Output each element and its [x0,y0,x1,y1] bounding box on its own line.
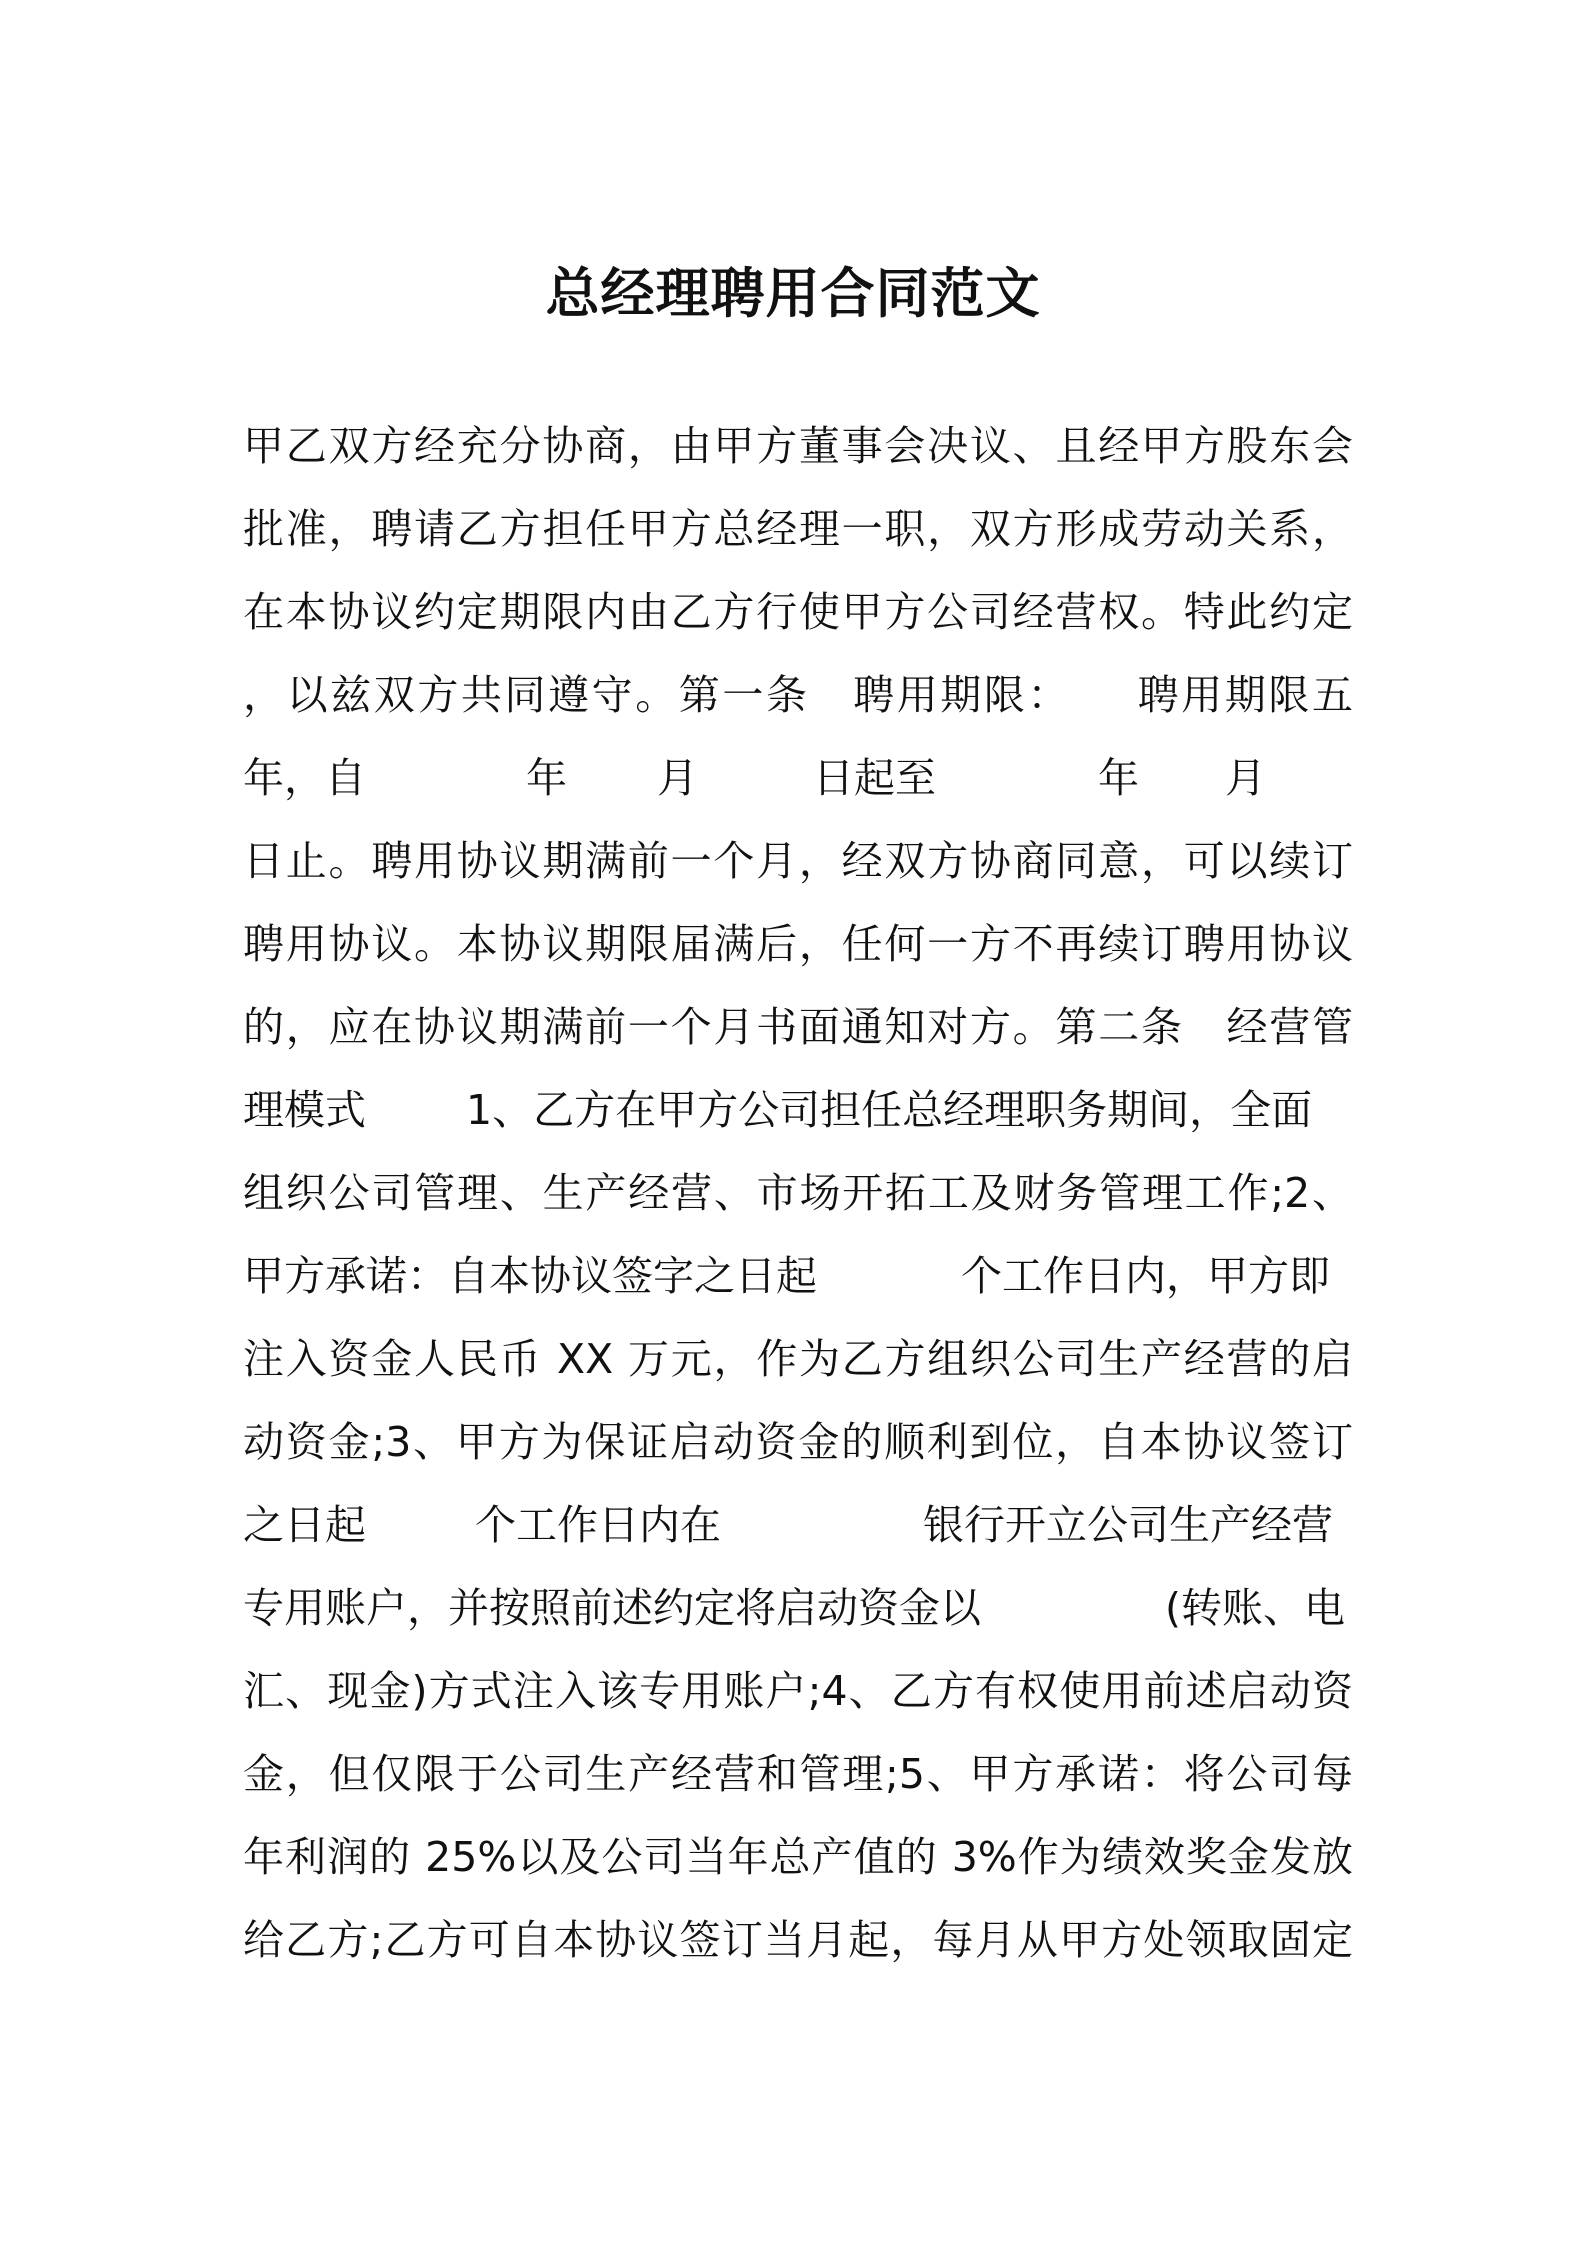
line-11-part-a: 甲方承诺：自本协议签字之日起 [243,1252,817,1300]
body-line-11 [243,1235,1353,1318]
line-11-part-b: 个工作日内，甲方即 [961,1252,1330,1300]
body-line-18: 年利润的 25%以及公司当年总产值的 3%作为绩效奖金发放 [243,1833,1353,1881]
line-14-part-c: 银行开立公司生产经营 [923,1501,1333,1549]
date-end-year: 年 [1098,754,1139,802]
body-line-4: ，以兹双方共同遵守。第一条 聘用期限： 聘用期限五 [243,671,1353,719]
line-14-part-a: 之日起 [243,1501,366,1549]
body-line-10: 组织公司管理、生产经营、市场开拓工及财务管理工作;2、 [243,1169,1353,1217]
body-line-9 [243,1069,1353,1152]
body-line-12: 注入资金人民币 XX 万元，作为乙方组织公司生产经营的启 [243,1335,1353,1383]
body-line-5 [243,737,1353,820]
body-line-6: 日止。聘用协议期满前一个月，经双方协商同意，可以续订 [243,837,1353,885]
body-line-2: 批准，聘请乙方担任甲方总经理一职，双方形成劳动关系， [243,505,1353,553]
line-9-part-a: 理模式 [243,1086,366,1134]
body-line-16: 汇、现金)方式注入该专用账户;4、乙方有权使用前述启动资 [243,1667,1353,1715]
date-start-day: 日起至 [813,754,936,802]
body-line-19: 给乙方;乙方可自本协议签订当月起，每月从甲方处领取固定 [243,1916,1353,1964]
body-line-3: 在本协议约定期限内由乙方行使甲方公司经营权。特此约定 [243,588,1353,636]
date-start-month: 月 [657,754,698,802]
date-end-month: 月 [1225,754,1266,802]
body-line-14 [243,1484,1353,1567]
line-15-part-b: (转账、电 [1165,1584,1345,1632]
line-15-part-a: 专用账户，并按照前述约定将启动资金以 [243,1584,981,1632]
line-9-part-b: 1、乙方在甲方公司担任总经理职务期间，全面 [466,1086,1313,1134]
document-body [243,405,1353,1982]
body-line-13: 动资金;3、甲方为保证启动资金的顺利到位，自本协议签订 [243,1418,1353,1466]
line-14-part-b: 个工作日内在 [475,1501,721,1549]
date-start-prefix: 年，自 [243,754,366,802]
body-line-17: 金，但仅限于公司生产经营和管理;5、甲方承诺：将公司每 [243,1750,1353,1798]
body-line-1: 甲乙双方经充分协商，由甲方董事会决议、且经甲方股东会 [243,422,1353,470]
body-line-8: 的，应在协议期满前一个月书面通知对方。第二条 经营管 [243,1003,1353,1051]
body-line-15 [243,1567,1353,1650]
body-line-7: 聘用协议。本协议期限届满后，任何一方不再续订聘用协议 [243,920,1353,968]
date-start-year: 年 [526,754,567,802]
document-title: 总经理聘用合同范文 [545,262,1041,325]
